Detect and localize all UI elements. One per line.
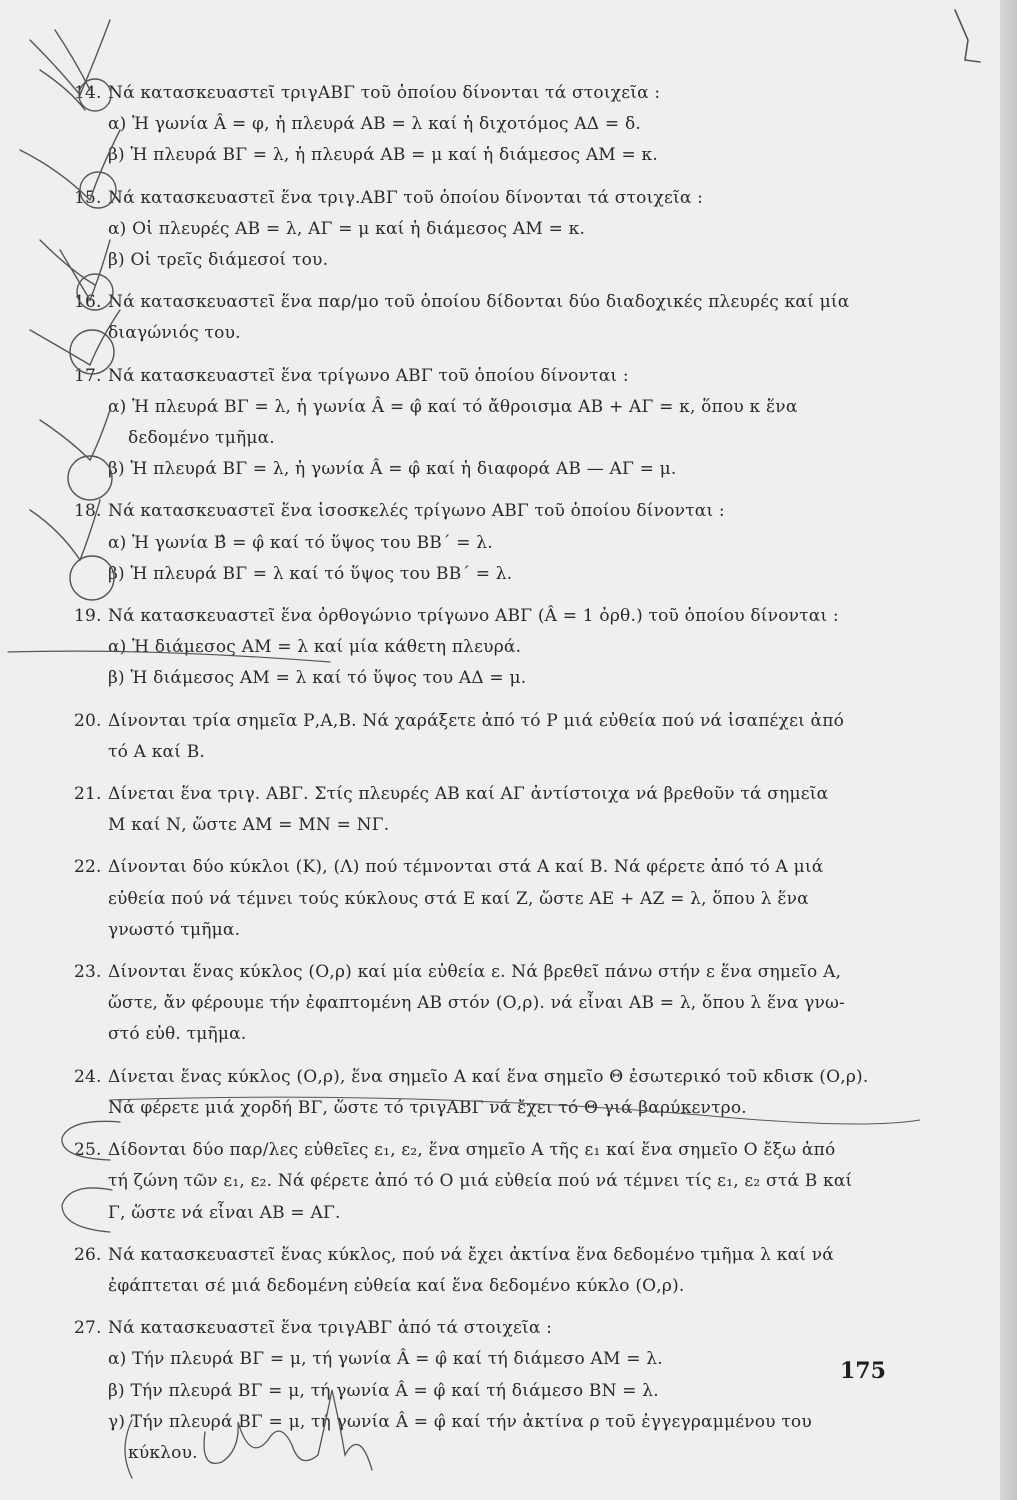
problem-line: ἐφάπτεται σέ μιά δεδομένη εὐθεία καί ἕνα δεδομένο κύκλο (Ο,ρ).	[108, 1275, 685, 1296]
checkmark-icon	[60, 240, 110, 300]
problem-line: Δίνεται ἕνα τριγ. ΑΒΓ. Στίς πλευρές ΑΒ καί ΑΓ ἀντίστοιχα νά βρεθοῦν τά σημεῖα	[108, 784, 829, 805]
problem-line: ὥστε, ἄν φέρουμε τήν ἐφαπτομένη ΑΒ στόν (Ο,ρ). νά εἶναι ΑΒ = λ, ὅπου λ ἕνα γνω-	[108, 993, 846, 1014]
problem-intro: Νά κατασκευαστεῖ ἕνα τριγΑΒΓ ἀπό τά στοιχεῖα :	[108, 1318, 553, 1339]
problem-number: 18.	[74, 501, 102, 522]
problem-number: 25.	[74, 1140, 102, 1161]
problem-part: β) Ἡ πλευρά ΒΓ = λ καί τό ὕψος του ΒΒ΄ = λ.	[108, 563, 513, 584]
problem-line: διαγώνιός του.	[108, 323, 241, 344]
problem-intro: Νά κατασκευαστεῖ ἕνα τρίγωνο ΑΒΓ τοῦ ὁποίου δίνονται :	[108, 365, 629, 386]
problem-number: 21.	[74, 784, 102, 805]
problem-part: β) Τήν πλευρά ΒΓ = μ, τή γωνία Â = φ̂ καί τή διάμεσο ΒΝ = λ.	[108, 1380, 659, 1401]
problem-number: 22.	[74, 857, 102, 878]
problem-number: 16.	[74, 292, 102, 313]
problem-part: β) Ἡ πλευρά ΒΓ = λ, ἡ γωνία Â = φ̂ καί ἡ διαφορά ΑΒ — ΑΓ = μ.	[108, 459, 677, 480]
problem-number: 27.	[74, 1318, 102, 1339]
checkmark-icon	[20, 130, 120, 200]
problem-line: Νά κατασκευαστεῖ ἕνα παρ/μο τοῦ ὁποίου δίδονται δύο διαδοχικές πλευρές καί μία	[108, 292, 850, 313]
problem-line: Δίδονται δύο παρ/λες εὐθεῖες ε₁, ε₂, ἕνα σημεῖο Α τῆς ε₁ καί ἕνα σημεῖο Ο ἔξω ἀπό	[108, 1140, 836, 1161]
problem-part: β) Ἡ διάμεσος ΑΜ = λ καί τό ὕψος του ΑΔ = μ.	[108, 668, 527, 689]
problem-intro: Νά κατασκευαστεῖ τριγΑΒΓ τοῦ ὁποίου δίνονται τά στοιχεῖα :	[108, 83, 661, 103]
problem-number: 23.	[74, 962, 102, 983]
problem-part: α) Τήν πλευρά ΒΓ = μ, τή γωνία Â = φ̂ καί τή διάμεσο ΑΜ = λ.	[108, 1349, 663, 1370]
problem-line: Δίνονται τρία σημεῖα Ρ,Α,Β. Νά χαράξετε ἀπό τό Ρ μιά εὐθεία πού νά ἰσαπέχει ἀπό	[108, 710, 845, 731]
problem-line: τό Α καί Β.	[108, 741, 205, 762]
problem-part: γ) Τήν πλευρά ΒΓ = μ, τή γωνία Â = φ̂ καί τήν ἀκτίνα ρ τοῦ ἐγγεγραμμένου του	[108, 1411, 812, 1432]
problem-line: Νά φέρετε μιά χορδή ΒΓ, ὥστε τό τριγΑΒΓ νά ἔχει τό Θ γιά βαρύκεντρο.	[108, 1097, 747, 1118]
problem-number: 17.	[74, 365, 102, 386]
problem-intro: Νά κατασκευαστεῖ ἕνα ὀρθογώνιο τρίγωνο ΑΒΓ (Â = 1 ὀρθ.) τοῦ ὁποίου δίνονται :	[108, 606, 839, 627]
problem-intro: Νά κατασκευαστεῖ ἕνα τριγ.ΑΒΓ τοῦ ὁποίου δίνονται τά στοιχεῖα :	[108, 187, 704, 208]
problem-line: Νά κατασκευαστεῖ ἕνας κύκλος, πού νά ἔχει ἀκτίνα ἕνα δεδομένο τμῆμα λ καί νά	[108, 1244, 834, 1265]
problem-part: α) Ἡ πλευρά ΒΓ = λ, ἡ γωνία Â = φ̂ καί τό ἄθροισμα ΑΒ + ΑΓ = κ, ὅπου κ ἕνα	[108, 396, 798, 417]
checkmark-icon	[30, 20, 110, 95]
problem-number: 15.	[74, 187, 102, 208]
problem-line: Μ καί Ν, ὥστε ΑΜ = ΜΝ = ΝΓ.	[108, 815, 390, 836]
problem-part: α) Ἡ διάμεσος ΑΜ = λ καί μία κάθετη πλευρά.	[108, 637, 522, 658]
problem-line: Δίνονται ἕνας κύκλος (Ο,ρ) καί μία εὐθεία ε. Νά βρεθεῖ πάνω στήν ε ἕνα σημεῖο Α,	[108, 962, 842, 983]
problem-line: Δίνεται ἕνας κύκλος (Ο,ρ), ἕνα σημεῖο Α καί ἕνα σημεῖο Θ ἐσωτερικό τοῦ κδισκ (Ο,ρ).	[108, 1066, 869, 1087]
problem-number: 20.	[74, 710, 102, 731]
problem-number: 19.	[74, 606, 102, 627]
problem-part-continuation: δεδομένο τμῆμα.	[128, 428, 275, 449]
problem-line: γνωστό τμῆμα.	[108, 919, 241, 940]
problem-part-continuation: κύκλου.	[128, 1442, 198, 1463]
problem-line: Δίνονται δύο κύκλοι (Κ), (Λ) πού τέμνονται στά Α καί Β. Νά φέρετε ἀπό τό Α μιά	[108, 857, 824, 878]
problem-part: α) Ἡ γωνία Â = φ, ἡ πλευρά ΑΒ = λ καί ἡ διχοτόμος ΑΔ = δ.	[108, 114, 641, 135]
problem-number: 24.	[74, 1066, 102, 1087]
problem-part: β) Οἱ τρεῖς διάμεσοί του.	[108, 250, 329, 271]
problem-part: α) Οἱ πλευρές ΑΒ = λ, ΑΓ = μ καί ἡ διάμεσος ΑΜ = κ.	[108, 218, 586, 239]
problem-line: στό εὐθ. τμῆμα.	[108, 1024, 247, 1045]
page-number: 175	[840, 1358, 886, 1384]
problem-number: 14.	[74, 83, 102, 103]
problem-part: α) Ἡ γωνία Β̂ = φ̂ καί τό ὕψος του ΒΒ΄ = λ.	[108, 532, 493, 553]
problem-intro: Νά κατασκευαστεῖ ἕνα ἰσοσκελές τρίγωνο ΑΒΓ τοῦ ὁποίου δίνονται :	[108, 501, 725, 522]
problem-line: εὐθεία πού νά τέμνει τούς κύκλους στά Ε καί Ζ, ὥστε ΑΕ + ΑΖ = λ, ὅπου λ ἕνα	[108, 888, 809, 909]
problem-number: 26.	[74, 1244, 102, 1265]
problem-line: Γ, ὥστε νά εἶναι ΑΒ = ΑΓ.	[108, 1202, 341, 1223]
problem-part: β) Ἡ πλευρά ΒΓ = λ, ἡ πλευρά ΑΒ = μ καί ἡ διάμεσος ΑΜ = κ.	[108, 145, 658, 166]
problem-line: τή ζώνη τῶν ε₁, ε₂. Νά φέρετε ἀπό τό Ο μιά εὐθεία πού νά τέμνει τίς ε₁, ε₂ στά Β καί	[108, 1171, 853, 1192]
